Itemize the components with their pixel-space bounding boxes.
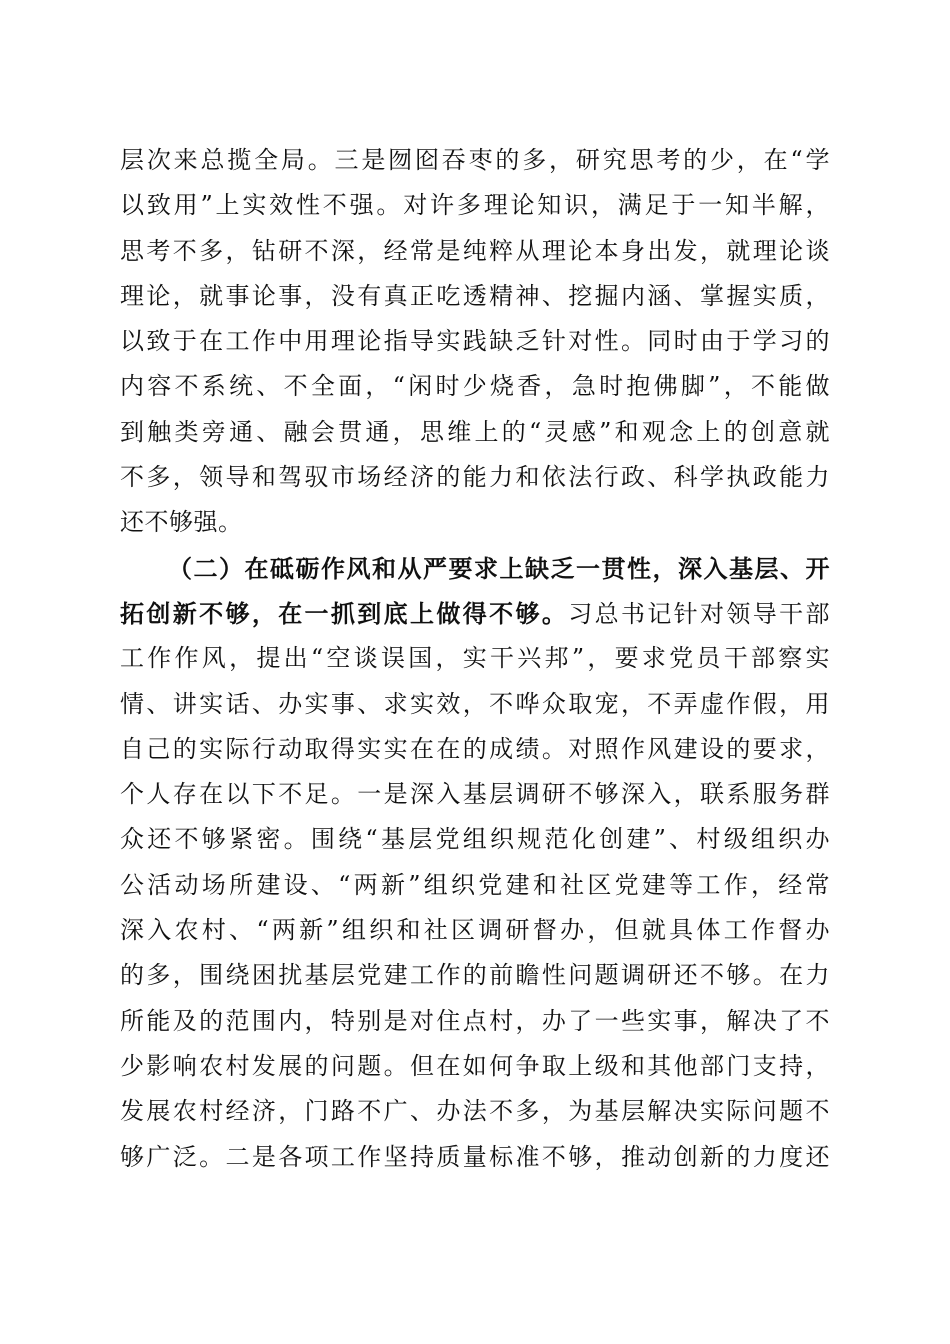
text-line: 深入农村、“两新”组织和社区调研督办，但就具体工作督办	[120, 916, 830, 945]
text-line: 内容不系统、不全面，“闲时少烧香，急时抱佛脚”，不能做	[120, 372, 830, 401]
text-line: 公活动场所建设、“两新”组织党建和社区党建等工作，经常	[120, 870, 830, 899]
text-line-mixed	[120, 591, 830, 636]
text-line: 所能及的范围内，特别是对住点村，办了一些实事，解决了不	[120, 1006, 830, 1035]
text-line: 够广泛。二是各项工作坚持质量标准不够，推动创新的力度还	[120, 1142, 830, 1171]
text-run: 习总书记针对领导干部	[568, 599, 830, 628]
text-line: 自己的实际行动取得实实在在的成绩。对照作风建设的要求，	[120, 734, 830, 763]
text-line: 少影响农村发展的问题。但在如何争取上级和其他部门支持，	[120, 1051, 830, 1080]
section-heading-line: （二）在砥砺作风和从严要求上缺乏一贯性，深入基层、开	[168, 553, 830, 583]
text-line: 还不够强。	[120, 508, 243, 537]
text-line: 到触类旁通、融会贯通，思维上的“灵感”和观念上的创意就	[120, 417, 830, 446]
text-line: 发展农村经济，门路不广、办法不多，为基层解决实际问题不	[120, 1097, 830, 1126]
text-line: 以致用”上实效性不强。对许多理论知识，满足于一知半解，	[120, 191, 830, 220]
text-line: 工作作风，提出“空谈误国，实干兴邦”，要求党员干部察实	[120, 644, 830, 673]
text-line: 层次来总揽全局。三是囫囵吞枣的多，研究思考的少，在“学	[120, 146, 830, 174]
text-line: 的多，围绕困扰基层党建工作的前瞻性问题调研还不够。在力	[120, 961, 830, 990]
text-line: 个人存在以下不足。一是深入基层调研不够深入，联系服务群	[120, 780, 830, 809]
text-line: 不多，领导和驾驭市场经济的能力和依法行政、科学执政能力	[120, 463, 830, 492]
text-line: 以致于在工作中用理论指导实践缺乏针对性。同时由于学习的	[120, 327, 830, 356]
text-line: 众还不够紧密。围绕“基层党组织规范化创建”、村级组织办	[120, 825, 830, 854]
text-line: 理论，就事论事，没有真正吃透精神、挖掘内涵、掌握实质，	[120, 281, 830, 310]
text-line: 思考不多，钻研不深，经常是纯粹从理论本身出发，就理论谈	[120, 236, 830, 265]
text-line: 情、讲实话、办实事、求实效，不哗众取宠，不弄虚作假，用	[120, 689, 830, 718]
section-heading-tail: 拓创新不够，在一抓到底上做得不够。	[120, 598, 569, 628]
body-text	[120, 138, 830, 1180]
